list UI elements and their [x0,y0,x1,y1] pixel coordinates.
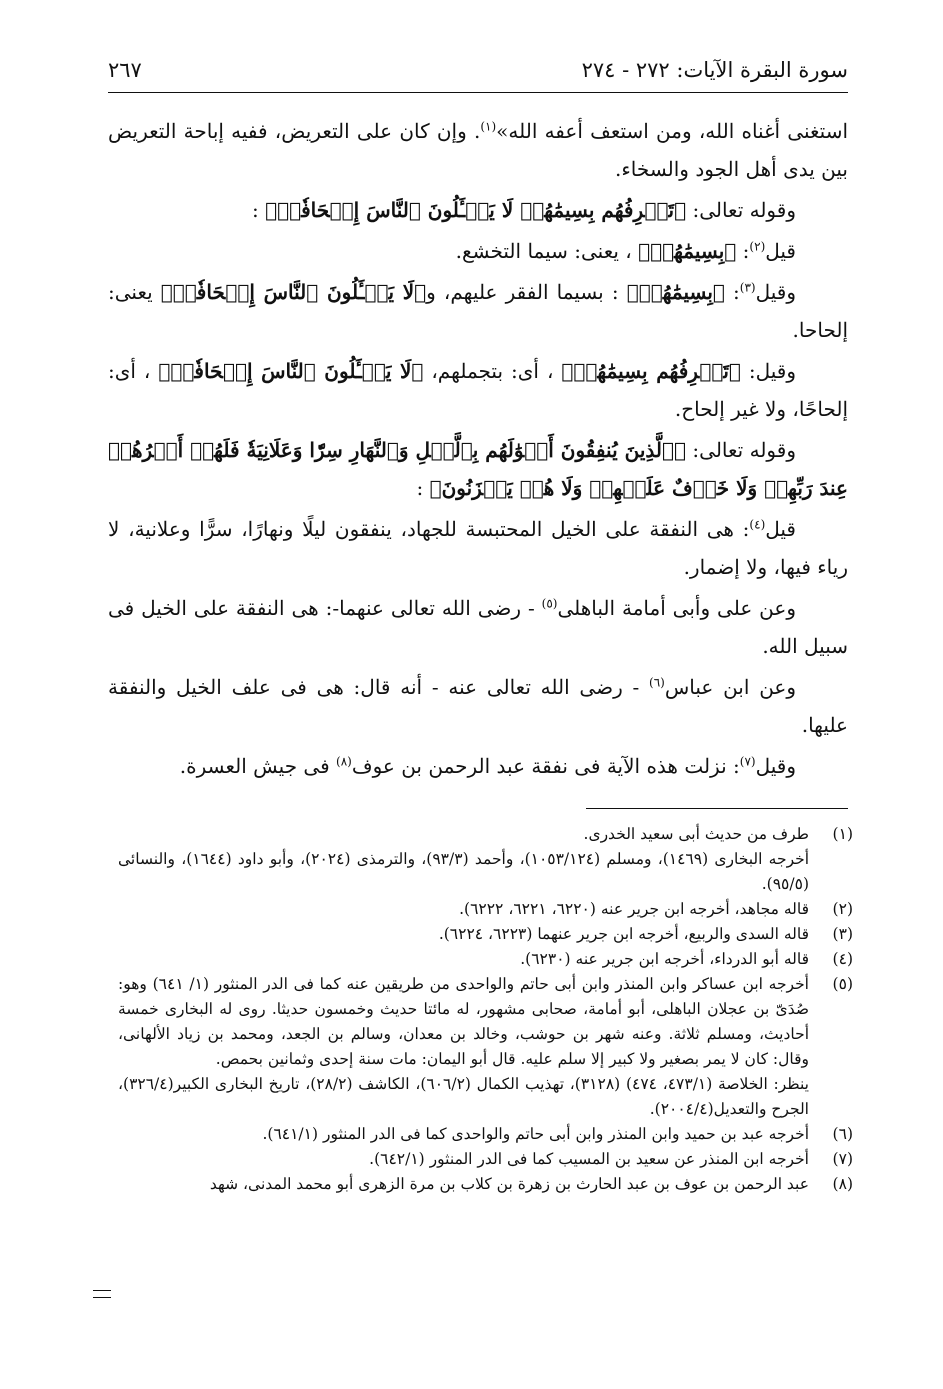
text-run: استغنى أغناه الله، ومن استعف أعفه الله» [496,119,849,143]
text-run: قيل [765,517,796,541]
paragraph [108,747,848,785]
footnote-number: (٨) [832,1175,853,1193]
footnote-ref: (١) [480,119,497,134]
footnote-text: قاله أبو الدرداء، أخرجه ابن جرير عنه (٦٢٣٠). [520,950,809,968]
text-run: : [736,239,750,263]
footnote-text: ينظر: الخلاصة (٤٧٣/١، ٤٧٤) (٣١٢٨)، تهذيب الكمال (٦٠٦/٢)، الكاشف (٢٨/٢)، تاريخ البخارى الكبير(٣٢٦/٤)، الجرح والتعديل(٢٠٠٤/٤). [118,1075,809,1118]
quran-verse: ﴿تَعۡرِفُهُم بِسِيمَٰهُمۡ﴾ [561,359,741,383]
footnotes [118,822,853,1197]
footnote-text: أخرجه البخارى (١٤٦٩)، ومسلم (١٠٥٣/١٢٤)، وأحمد (٩٣/٣)، والترمذى (٢٠٢٤)، وأبو داود (١٦٤٤)، والنسائى (٩٥/٥). [118,850,810,893]
quran-verse: ﴿بِسِيمَٰهُمۡ﴾ [638,239,737,263]
text-run: قيل [765,239,796,263]
paragraph [108,589,848,665]
footnote-text: قاله مجاهد، أخرجه ابن جرير عنه (٦٢٢٠، ٦٢٢١، ٦٢٢٢). [459,900,809,918]
footnote [118,822,853,897]
footnote-number: (٣) [832,925,853,943]
footnote-number: (١) [832,825,853,843]
text-run: : بسيما الفقر عليهم، و [426,280,627,304]
text-run: ، أى: إلحاحًا، ولا غير إلحاح. [108,359,848,421]
footnote-number: (٤) [832,950,853,968]
paragraph [108,510,848,586]
footnote-ref: (٢) [749,239,766,254]
header-title: سورة البقرة الآيات: ٢٧٢ - ٢٧٤ [581,58,848,82]
footnote-text: أخرجه ابن المنذر عن سعيد بن المسيب كما فى الدر المنثور (٦٤٢/١). [369,1150,809,1168]
footnote [118,897,853,922]
quran-verse: ﴿تَعۡرِفُهُم بِسِيمَٰهُمۡ لَا يَسۡـَٔلُونَ ٱلنَّاسَ إِلۡحَافٗاۗ﴾ [265,198,687,222]
footnote-ref: (٨) [336,754,352,769]
text-run: : [416,476,430,500]
paragraph [108,232,848,270]
text-run: ، أى: بتجملهم، [423,359,562,383]
running-header [108,52,848,93]
footnote-number: (٦) [832,1125,853,1143]
text-run: - رضى الله تعالى عنه - أنه قال: هى فى علف الخيل والنفقة عليها. [108,675,848,737]
text-run: : هى النفقة على الخيل المحتبسة للجهاد، ينفقون ليلًا ونهارًا، سرًّا وعلانية، لا رياء فيها، ولا إضمار. [108,517,848,579]
text-run: وقوله تعالى: [686,438,796,462]
paragraph [108,112,848,188]
quran-verse: ﴿ٱلَّذِينَ يُنفِقُونَ أَمۡوَٰلَهُم بِٱلَّيۡلِ وَٱلنَّهَارِ سِرّٗا وَعَلَانِيَةٗ فَلَهُمۡ أَجۡرُهُمۡ عِندَ رَبِّهِمۡ وَلَا خَوۡفٌ عَلَيۡهِمۡ وَلَا هُمۡ يَحۡزَنُونَ﴾ [108,438,848,500]
footnote-ref: (٤) [749,517,766,532]
text-run: وعن ابن عباس [664,675,797,699]
quran-verse: ﴿بِسِيمَٰهُمۡ﴾ [626,280,725,304]
paragraph [108,668,848,744]
text-run: يعنى: إلحاحا. [108,280,848,342]
footnote [118,922,853,947]
footnote [118,1147,853,1172]
footnote-ref: (٣) [739,280,756,295]
text-run: وعن على وأبى أمامة الباهلى [557,596,796,620]
footnote-number: (٥) [832,975,853,993]
text-run: : [251,198,266,222]
text-run: وقوله تعالى: [686,198,796,222]
footnote-separator [586,808,848,809]
text-run: فى جيش العسرة. [179,754,337,778]
footnote [118,947,853,972]
text-run: وقيل: [740,359,797,383]
footnote-text: قاله السدى والربيع، أخرجه ابن جرير عنهما (٦٢٢٣، ٦٢٢٤). [438,925,809,943]
footnote-text: أخرجه عبد بن حميد وابن المنذر وابن أبى حاتم والواحدى كما فى الدر المنثور (٦٤١/١). [262,1125,809,1143]
footnote-text: أخرجه ابن عساكر وابن المنذر وابن أبى حاتم والواحدى من طريقين عنه كما فى الدر المنثور (١/ ٦٤١) وهو: صُدَىّ بن عجلان الباهلى، أبو أمامة، صحابى مشهور، له مائتا حديث وخمسون حديثا. روى له البخارى خمسة أحاديث، ومسلم ثلاثة. وعنه شهر بن حوشب، وخالد بن معدان، وسالم بن الجعد، ومحمد بن زياد الألهانى، وقال: كان لا يمر بصغير ولا كبير إلا سلم عليه. قال أبو اليمان: مات سنة إحدى وثمانين بحمص. [118,975,809,1068]
footnote [118,1122,853,1147]
main-text [108,112,848,788]
text-run: . وإن كان على التعريض، ففيه إباحة التعريض بين يدى أهل الجود والسخاء. [108,119,848,181]
footnote-text: عبد الرحمن بن عوف بن عبد الحارث بن زهرة بن كلاب بن مرة الزهرى أبو محمد المدنى، شهد [209,1175,809,1193]
continuation-mark [93,1290,111,1298]
quran-verse: ﴿لَا يَسۡـَٔلُونَ ٱلنَّاسَ إِلۡحَافٗاۗ﴾ [158,359,424,383]
text-run: : [724,280,740,304]
page-number: ٢٦٧ [108,58,142,82]
footnote-ref: (٧) [739,754,756,769]
text-run: : نزلت هذه الآية فى نفقة عبد الرحمن بن عوف [351,754,740,778]
quran-verse: ﴿لَا يَسۡـَٔلُونَ ٱلنَّاسَ إِلۡحَافٗاۗ﴾ [160,280,427,304]
footnote-number: (٧) [832,1150,853,1168]
text-run: ، يعنى: سيما التخشع. [455,239,639,263]
footnote-text: طرف من حديث أبى سعيد الخدرى. [583,825,809,843]
paragraph [108,352,848,428]
footnote-number: (٢) [832,900,853,918]
text-run: وقيل [755,754,796,778]
footnote [118,1172,853,1197]
footnote-ref: (٥) [541,596,558,611]
text-run: وقيل [755,280,797,304]
footnote-ref: (٦) [649,675,665,690]
footnote [118,972,853,1122]
paragraph [108,273,848,349]
text-run: - رضى الله تعالى عنهما-: هى النفقة على الخيل فى سبيل الله. [108,596,848,658]
paragraph [108,431,848,507]
paragraph [108,191,848,229]
